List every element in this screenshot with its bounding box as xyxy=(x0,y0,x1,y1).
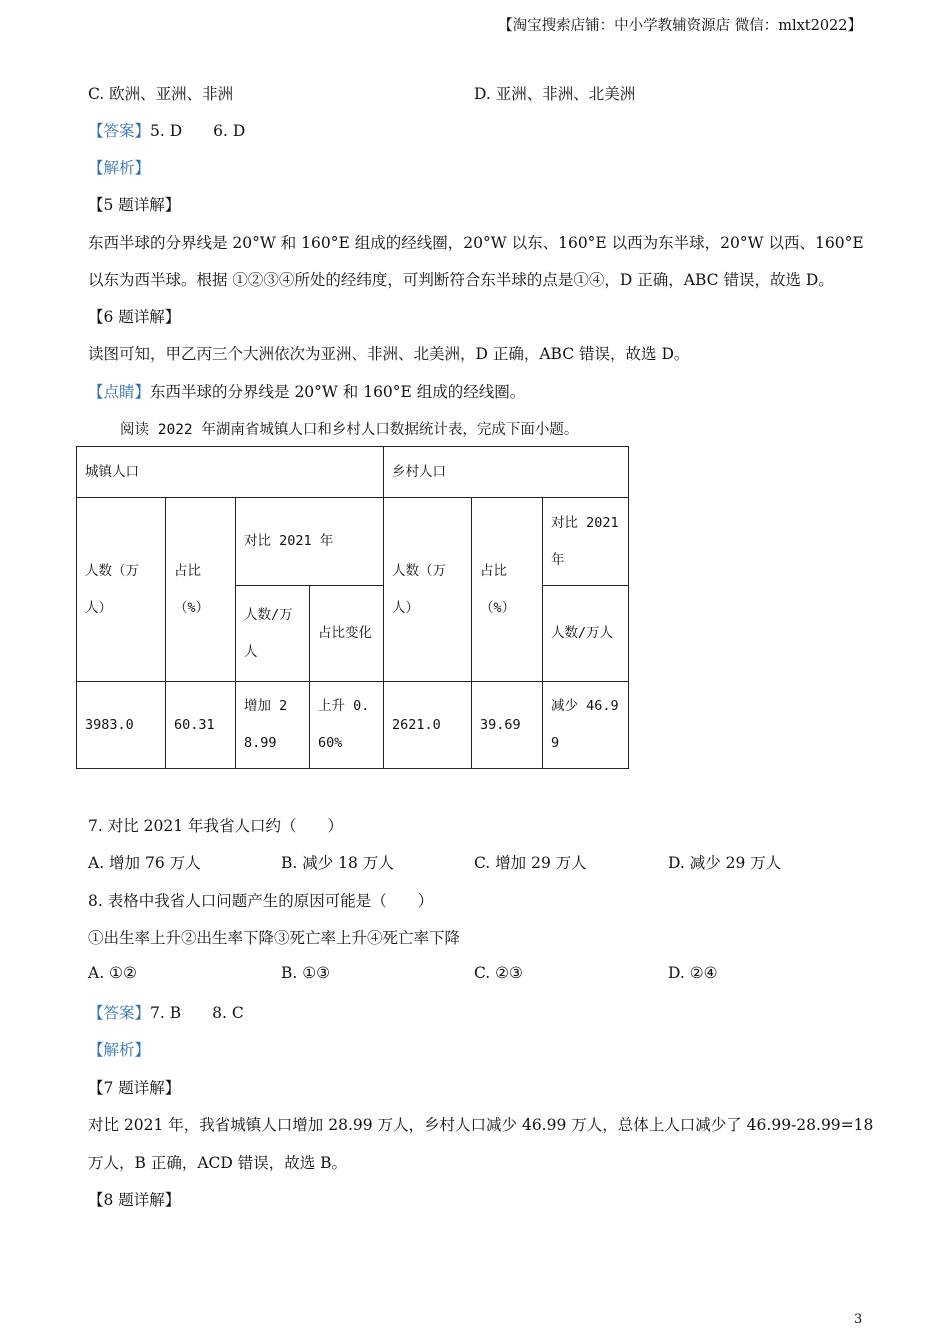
answer-text: 7. B 8. C xyxy=(150,1004,244,1022)
q7-detail-line-2: 万人，B 正确，ACD 错误，故选 B。 xyxy=(88,1154,348,1172)
urban-count-header: 人数（万人） xyxy=(77,498,166,682)
table-intro: 阅读 2022 年湖南省城镇人口和乡村人口数据统计表，完成下面小题。 xyxy=(120,422,579,438)
q5-detail-line-2: 以东为西半球。根据 ①②③④所处的经纬度，可判断符合东半球的点是①④，D 正确，ABC 错误，故选 D。 xyxy=(88,271,834,289)
answer-line-2 xyxy=(88,1001,244,1023)
tip-line xyxy=(88,380,525,402)
q6-detail-title: 【6 题详解】 xyxy=(88,308,181,326)
urban-compare-header: 对比 2021 年 xyxy=(236,498,384,586)
q6-option-c: C. 欧洲、亚洲、非洲 xyxy=(88,85,234,103)
rural-count-change-header: 人数/万人 xyxy=(543,586,629,682)
q5-detail-line-1: 东西半球的分界线是 20°W 和 160°E 组成的经线圈，20°W 以东、160°E 以西为东半球，20°W 以西、160°E xyxy=(88,234,864,252)
urban-count-change-value: 增加 28.99 xyxy=(236,682,310,769)
urban-count-change-header: 人数/万人 xyxy=(236,586,310,682)
q7-option-d: D. 减少 29 万人 xyxy=(668,854,782,872)
q8-items: ①出生率上升②出生率下降③死亡率上升④死亡率下降 xyxy=(88,929,461,947)
q8-detail-title: 【8 题详解】 xyxy=(88,1191,181,1209)
q6-detail-line-1: 读图可知，甲乙丙三个大洲依次为亚洲、非洲、北美洲，D 正确，ABC 错误，故选 D。 xyxy=(88,345,690,363)
answer-tag: 【答案】 xyxy=(88,1004,151,1022)
q7-detail-title: 【7 题详解】 xyxy=(88,1079,181,1097)
rural-share-value: 39.69 xyxy=(472,682,543,769)
q7-option-c: C. 增加 29 万人 xyxy=(474,854,587,872)
q8-option-b: B. ①③ xyxy=(281,964,331,982)
tip-tag: 【点睛】 xyxy=(88,383,151,401)
urban-count-value: 3983.0 xyxy=(77,682,166,769)
tip-text: 东西半球的分界线是 20°W 和 160°E 组成的经线圈。 xyxy=(150,383,526,401)
urban-share-header: 占比（%） xyxy=(166,498,236,682)
q7-option-a: A. 增加 76 万人 xyxy=(88,854,201,872)
rural-count-change-value: 减少 46.99 xyxy=(543,682,629,769)
answer-text: 5. D 6. D xyxy=(150,122,246,140)
urban-share-change-header: 占比变化 xyxy=(310,586,384,682)
q5-detail-title: 【5 题详解】 xyxy=(88,196,181,214)
q8-stem: 8. 表格中我省人口问题产生的原因可能是（ ） xyxy=(88,892,434,910)
q7-stem: 7. 对比 2021 年我省人口约（ ） xyxy=(88,817,344,835)
page-number: 3 xyxy=(854,1312,863,1327)
q8-option-c: C. ②③ xyxy=(474,964,523,982)
answer-tag: 【答案】 xyxy=(88,122,151,140)
analysis-tag: 【解析】 xyxy=(88,159,151,177)
q8-option-a: A. ①② xyxy=(88,964,137,982)
q7-detail-line-1: 对比 2021 年，我省城镇人口增加 28.99 万人，乡村人口减少 46.99 万人，总体上人口减少了 46.99-28.99=18 xyxy=(88,1116,874,1134)
rural-header: 乡村人口 xyxy=(384,447,629,498)
q8-option-d: D. ②④ xyxy=(668,964,718,982)
page-header: 【淘宝搜索店铺：中小学教辅资源店 微信：mlxt2022】 xyxy=(498,18,862,34)
rural-count-value: 2621.0 xyxy=(384,682,472,769)
rural-share-header: 占比（%） xyxy=(472,498,543,682)
population-table xyxy=(76,446,629,769)
q6-option-d: D. 亚洲、非洲、北美洲 xyxy=(474,85,636,103)
urban-header: 城镇人口 xyxy=(77,447,384,498)
answer-line-1 xyxy=(88,119,245,141)
rural-count-header: 人数（万人） xyxy=(384,498,472,682)
q7-option-b: B. 减少 18 万人 xyxy=(281,854,394,872)
urban-share-change-value: 上升 0.60% xyxy=(310,682,384,769)
analysis-tag: 【解析】 xyxy=(88,1041,151,1059)
urban-share-value: 60.31 xyxy=(166,682,236,769)
rural-compare-header: 对比 2021 年 xyxy=(543,498,629,586)
